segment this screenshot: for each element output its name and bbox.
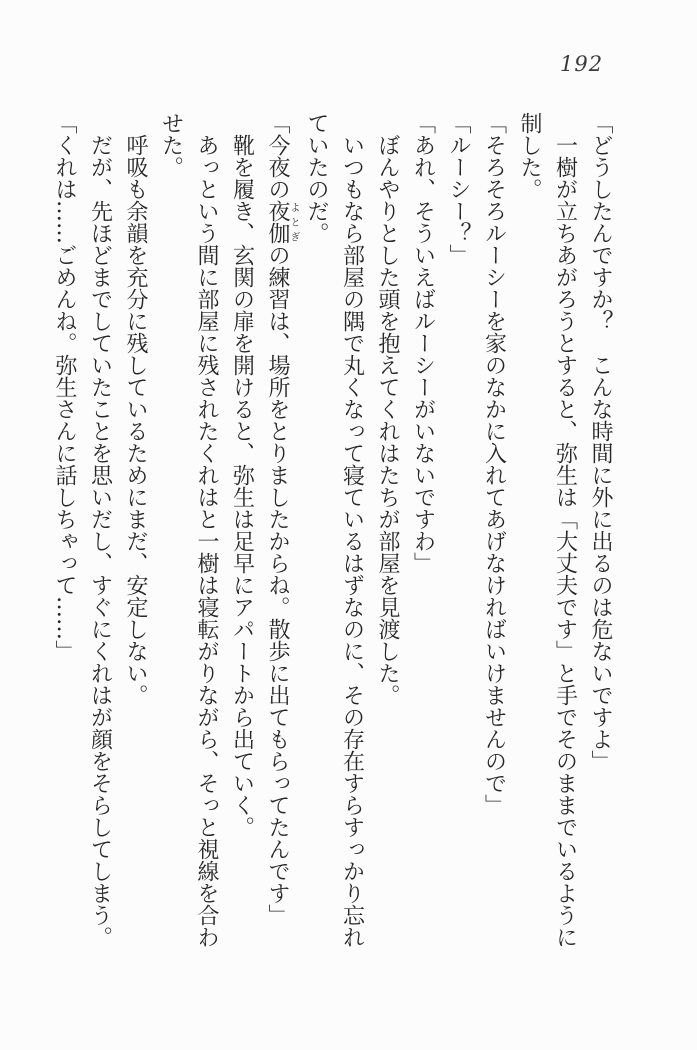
furigana-ruby: 夜伽よとぎ (265, 200, 299, 244)
text-line: 「あれ、そういえばルーシーがいないですわ」 (410, 112, 436, 574)
text-line: ぼんやりとした頭を抱えてくれはたちが部屋を見渡した。 (375, 134, 400, 706)
text-line: 一樹が立ちあがろうとすると、弥生は「大丈夫です」と手でそのままでいるように (552, 134, 578, 948)
text-line: 呼吸も余韻を充分に残しているためにまだ、安定しない。 (123, 134, 148, 706)
page-number: 192 (560, 52, 604, 76)
text-line: いつもなら部屋の隅で丸くなって寝ているはずなのに、その存在すらすっかり忘れ (339, 134, 365, 948)
furigana-reading: よとぎ (288, 200, 299, 244)
text-line: あっという間に部屋に残されたくれはと一樹は寝転がりながら、そっと視線を合わ (194, 134, 219, 948)
text-line: だが、先ほどまでしていたことを思いだし、すぐにくれはが顔をそらしてしまう。 (87, 134, 113, 948)
text-line: ていたのだ。 (304, 112, 329, 244)
text-line: 「くれは……ごめんね。弥生さんに話しちゃって……」 (52, 112, 77, 662)
text-line: 「ルーシー？」 (446, 112, 471, 266)
text-line: 制した。 (517, 112, 542, 200)
text-line: 「今夜の夜伽よとぎの練習は、場所をとりましたからね。散歩に出てもらってたんです」 (265, 112, 299, 926)
text-line: 「どうしたんですか？ こんな時間に外に出るのは危ないですよ」 (588, 112, 613, 772)
text-line: 「そろそろルーシーを家のなかに入れてあげなければいけませんので」 (481, 112, 507, 816)
text-line: せた。 (158, 112, 184, 178)
text-line: 靴を履き、玄関の扉を開けると、弥生は足早にアパートから出ていく。 (229, 134, 255, 838)
text-block (47, 112, 619, 954)
